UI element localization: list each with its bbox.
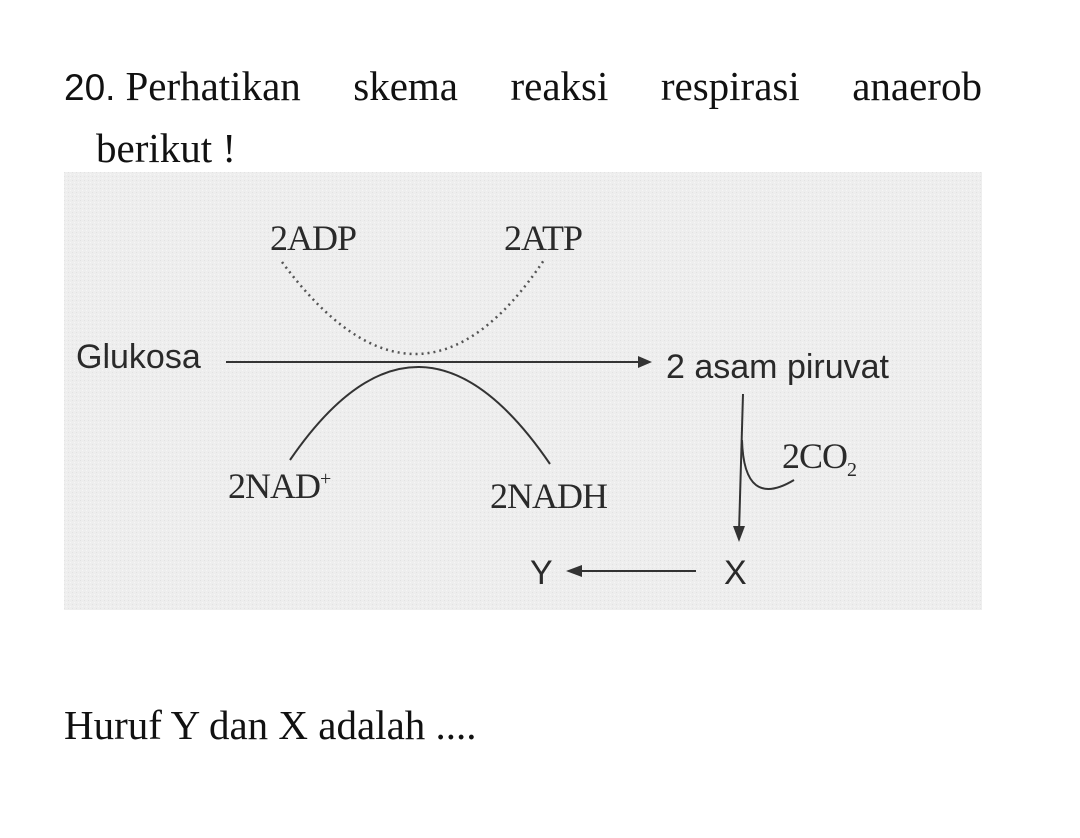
glukosa-label: Glukosa bbox=[76, 338, 201, 376]
anaerobic-respiration-diagram bbox=[64, 172, 982, 610]
piruvat-label: 2 asam piruvat bbox=[666, 348, 889, 386]
co2-subscript: 2 bbox=[847, 459, 857, 482]
question-word: respirasi bbox=[660, 63, 800, 109]
nad-label bbox=[228, 468, 330, 504]
co2-label bbox=[782, 438, 856, 480]
question-number: 20. bbox=[64, 67, 116, 108]
y-label: Y bbox=[530, 554, 553, 592]
question-word: skema bbox=[353, 63, 458, 109]
question-word: reaksi bbox=[510, 63, 609, 109]
question-first bbox=[64, 56, 301, 118]
atp-label: 2ATP bbox=[504, 218, 583, 258]
question-line-1 bbox=[64, 56, 982, 118]
nad-text: 2NAD bbox=[228, 466, 320, 506]
question-word: anaerob bbox=[852, 63, 982, 109]
question bbox=[64, 56, 982, 178]
x-label: X bbox=[724, 554, 747, 592]
question-word: Perhatikan bbox=[125, 63, 301, 109]
adp-label: 2ADP bbox=[270, 218, 357, 258]
nadh-label: 2NADH bbox=[490, 476, 607, 516]
co2-text: 2CO bbox=[782, 436, 848, 476]
nad-superscript: + bbox=[320, 468, 331, 490]
answer-prompt: Huruf Y dan X adalah .... bbox=[64, 702, 477, 748]
question-line-2: berikut ! bbox=[96, 125, 237, 171]
